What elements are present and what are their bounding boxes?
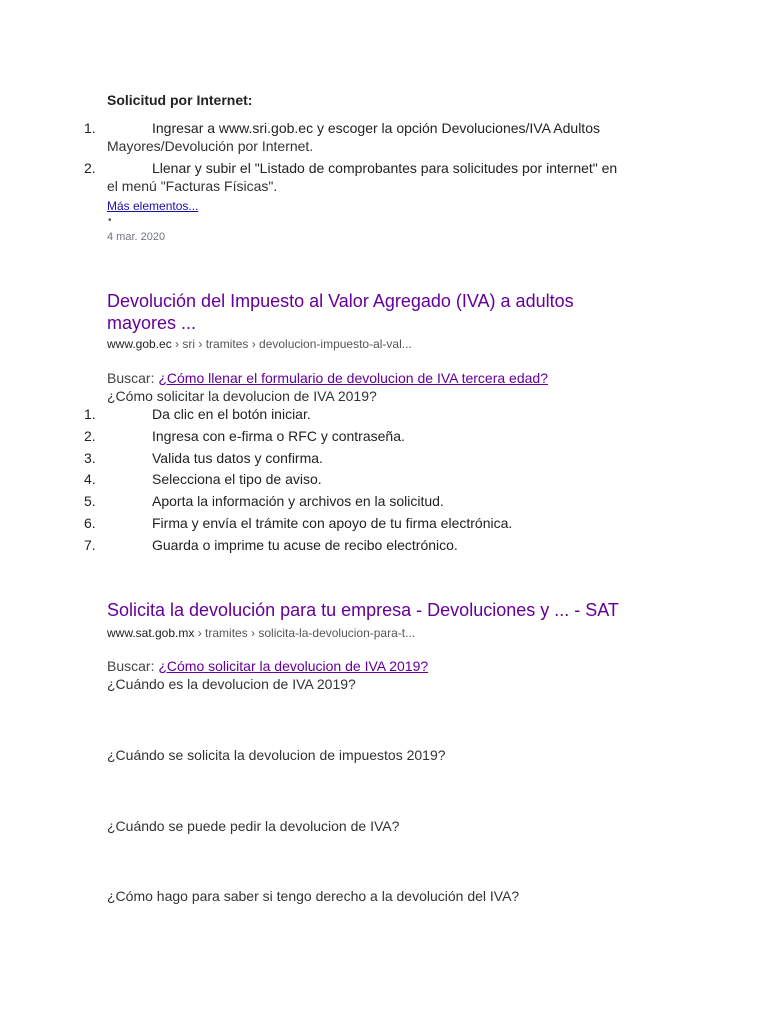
list-text-continuation: el menú "Facturas Físicas".	[107, 178, 278, 194]
list-number: 4.	[84, 471, 96, 487]
search-suggestion-link[interactable]: ¿Cómo solicitar la devolucion de IVA 2019?	[158, 658, 429, 674]
list-number: 2.	[84, 160, 96, 176]
list-number: 1.	[84, 120, 96, 136]
search-suggestion	[107, 658, 428, 674]
list-text: Valida tus datos y confirma.	[152, 450, 323, 466]
list-text: Firma y envía el trámite con apoyo de tu firma electrónica.	[152, 515, 513, 531]
list-text: Da clic en el botón iniciar.	[152, 406, 311, 422]
list-text: Aporta la información y archivos en la solicitud.	[152, 493, 444, 509]
list-text: Selecciona el tipo de aviso.	[152, 471, 322, 487]
search-suggestion-link[interactable]: ¿Cómo llenar el formulario de devolucion de IVA tercera edad?	[158, 370, 548, 386]
more-items-link[interactable]: Más elementos...	[107, 199, 199, 213]
result-title-line: mayores ...	[107, 313, 197, 333]
result-title-line: Devolución del Impuesto al Valor Agregado (IVA) a adultos	[107, 291, 574, 311]
list-number: 7.	[84, 537, 96, 553]
list-text: Ingresa con e-firma o RFC y contraseña.	[152, 428, 405, 444]
result-url	[107, 337, 412, 351]
result-url-host: www.gob.ec	[107, 337, 172, 351]
list-number: 2.	[84, 428, 96, 444]
list-number: 6.	[84, 515, 96, 531]
search-label: Buscar:	[107, 370, 159, 386]
result-url-path: › sri › tramites › devolucion-impuesto-al-val...	[171, 337, 412, 351]
search-suggestion	[107, 370, 548, 386]
search-label: Buscar:	[107, 658, 159, 674]
question-text: ¿Cómo solicitar la devolucion de IVA 2019?	[107, 388, 377, 404]
list-text: Llenar y subir el "Listado de comprobantes para solicitudes por internet" en	[152, 160, 618, 176]
list-text-continuation: Mayores/Devolución por Internet.	[107, 138, 314, 154]
result-date: 4 mar. 2020	[107, 231, 166, 243]
list-number: 3.	[84, 450, 96, 466]
result-url-host: www.sat.gob.mx	[107, 626, 195, 640]
question-text[interactable]: ¿Cuándo es la devolucion de IVA 2019?	[107, 676, 356, 692]
result-url-path: › tramites › solicita-la-devolucion-para-t...	[194, 626, 416, 640]
result-url	[107, 626, 415, 640]
list-number: 5.	[84, 493, 96, 509]
bullet-dot: •	[108, 215, 112, 226]
question-text[interactable]: ¿Cuándo se puede pedir la devolucion de IVA?	[107, 818, 400, 834]
result-title-link[interactable]	[107, 290, 667, 334]
list-text: Guarda o imprime tu acuse de recibo electrónico.	[152, 537, 458, 553]
question-text[interactable]: ¿Cómo hago para saber si tengo derecho a la devolución del IVA?	[107, 888, 520, 904]
question-text[interactable]: ¿Cuándo se solicita la devolucion de impuestos 2019?	[107, 747, 446, 763]
list-number: 1.	[84, 406, 96, 422]
result-title-link[interactable]: Solicita la devolución para tu empresa - Devoluciones y ... - SAT	[107, 600, 619, 620]
list-text: Ingresar a www.sri.gob.ec y escoger la opción Devoluciones/IVA Adultos	[152, 120, 600, 136]
section-heading: Solicitud por Internet:	[107, 92, 253, 108]
